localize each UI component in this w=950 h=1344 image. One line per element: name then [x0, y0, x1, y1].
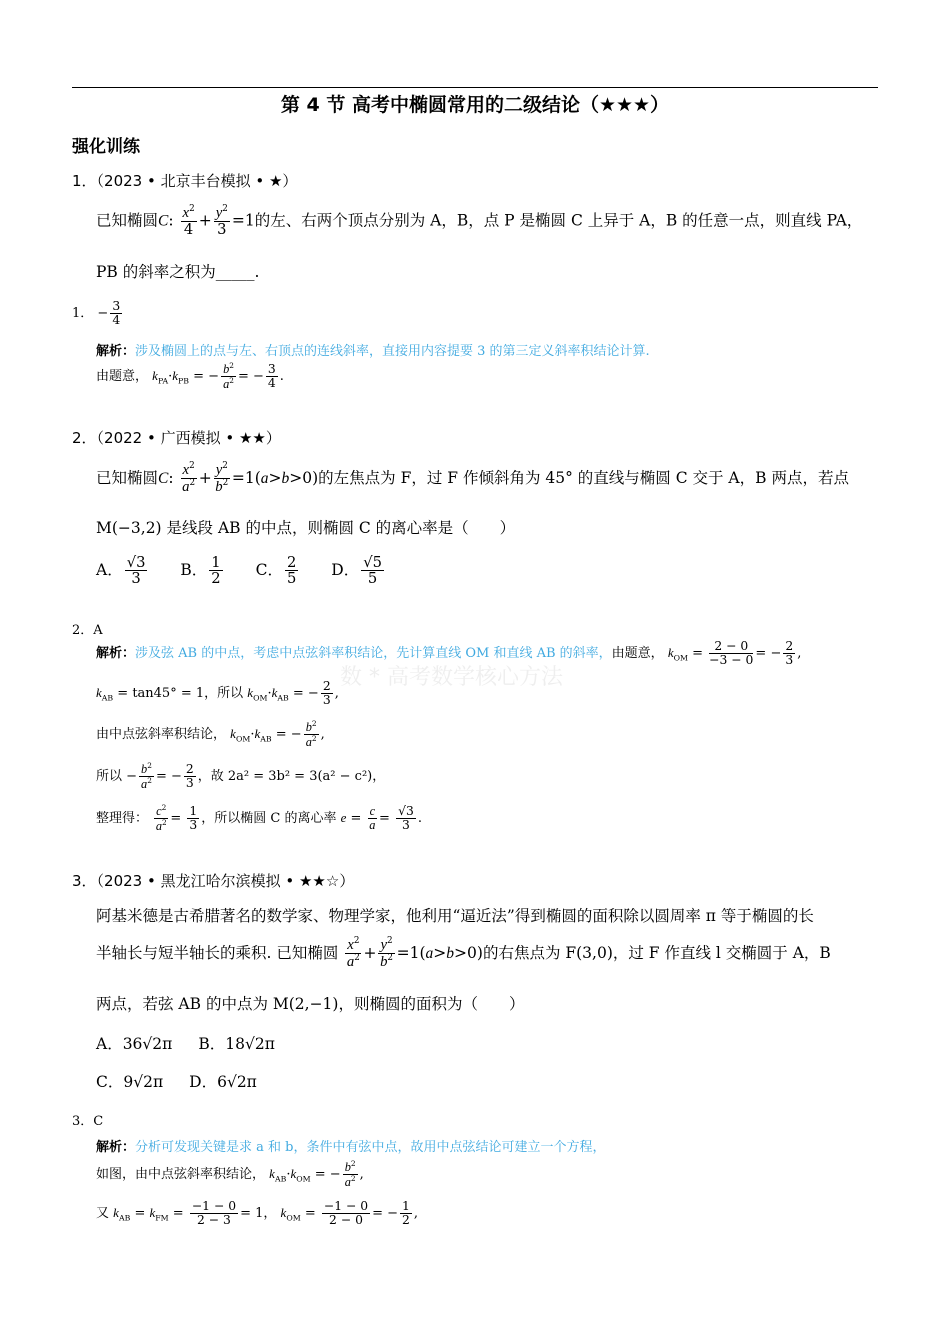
page-title: 第 4 节 高考中椭圆常用的二级结论（★★★）	[280, 94, 670, 116]
q2-line-1: 已知椭圆C: $\frac{x^2}{a^2}$ + $\frac{y^2}{b^2}$ =1(a>b>0)的左焦点为 F，过 F 作倾斜角为 45° 的直线与椭圆 C 交于 A，B 两点，若点	[96, 461, 849, 496]
q1-line-2: PB 的斜率之积为_____.	[96, 263, 260, 281]
q2-options: A． $\frac{√3}{3}$ B． $\frac{1}{2}$ C． $\frac{2}{5}$ D． $\frac{√5}{5}$	[96, 554, 382, 588]
q1-header: 1．（2023 • 北京丰台模拟 • ★）	[72, 172, 298, 190]
q3-line-1: 阿基米德是古希腊著名的数学家、物理学家，他利用“逼近法”得到椭圆的面积除以圆周率 π 等于椭圆的长	[96, 907, 814, 925]
q3-line-2: 半轴长与短半轴长的乘积. 已知椭圆 $\frac{x^2}{a^2}$ + $\frac{y^2}{b^2}$ =1(a>b>0)的右焦点为 F(3,0)，过 F 作直线 l 交椭圆于 A，B	[96, 936, 831, 971]
q3-step-2: 如图，由中点弦斜率积结论， $k_{AB}\cdot k_{OM}$ = − $\frac{b^2}{a^2}$ ,	[96, 1159, 364, 1190]
q1-answer: 1． − $\frac{3}{4}$	[72, 299, 121, 327]
q2-step-3: 由中点弦斜率积结论， $k_{OM}\cdot k_{AB}$ = − $\frac{b^2}{a^2}$ ,	[96, 719, 325, 750]
q3-step-3: 又 $k_{AB} = k_{FM}$ = $\frac{-1 - 0}{2 - 3}$ = 1， $k_{OM}$ = $\frac{-1 - 0}{2 - 0}$ = − $\frac{1}{2}$ ,	[96, 1199, 419, 1227]
q3-options-2: C．9√2π D．6√2π	[96, 1073, 257, 1091]
q3-analysis: 解析：分析可发现关键是求 a 和 b，条件中有弦中点，故用中点弦结论可建立一个方程，	[96, 1140, 606, 1155]
q1-analysis: 解析：涉及椭圆上的点与左、右顶点的连线斜率，直接用内容提要 3 的第三定义斜率积结论计算.	[96, 344, 650, 359]
q1-solution: 由题意， $k_{PA}\cdot k_{PB}$ = − $\frac{b^2}{a^2}$ = − $\frac{3}{4}$ .	[96, 361, 284, 392]
watermark: 数 * 高考数学核心方法	[340, 665, 563, 690]
q2-step-4: 所以 − $\frac{b^2}{a^2}$ = − $\frac{2}{3}$ ，故 2a² = 3b² = 3(a² − c²)，	[96, 761, 386, 792]
q1-line-1: 已知椭圆C: $\frac{x^2}{4}$ + $\frac{y^2}{3}$ =1的左、右两个顶点分别为 A，B，点 P 是椭圆 C 上异于 A，B 的任意一点，则直线 PA，	[96, 204, 863, 239]
q2-step-2: $k_{AB} = \tan 45^\circ = 1$，所以 $k_{OM}\cdot k_{AB}$ = − $\frac{2}{3}$ ,	[96, 679, 339, 707]
q2-analysis: 解析：涉及弦 AB 的中点，考虑中点弦斜率积结论，先计算直线 OM 和直线 AB 的斜率，由题意， $k_{OM}$ = $\frac{2 - 0}{-3 - 0}$ = − $\frac{2}{3}$ ,	[96, 639, 802, 667]
q2-step-5: 整理得： $\frac{c^2}{a^2}$ = $\frac{1}{3}$ ，所以椭圆 C 的离心率 e = $\frac{c}{a}$ = $\frac{√3}{3}$ .	[96, 803, 422, 834]
section-heading: 强化训练	[72, 137, 140, 157]
top-rule	[72, 87, 878, 88]
q2-line-2: M(−3,2) 是线段 AB 的中点，则椭圆 C 的离心率是（ ）	[96, 519, 516, 537]
q3-answer: 3．C	[72, 1114, 104, 1129]
q2-header: 2．（2022 • 广西模拟 • ★★）	[72, 429, 281, 447]
q3-line-3: 两点，若弦 AB 的中点为 M(2,−1)，则椭圆的面积为（ ）	[96, 995, 525, 1013]
q3-options-1: A．36√2π B．18√2π	[96, 1035, 275, 1053]
q3-header: 3．（2023 • 黑龙江哈尔滨模拟 • ★★☆）	[72, 872, 355, 890]
q2-answer: 2．A	[72, 623, 103, 638]
